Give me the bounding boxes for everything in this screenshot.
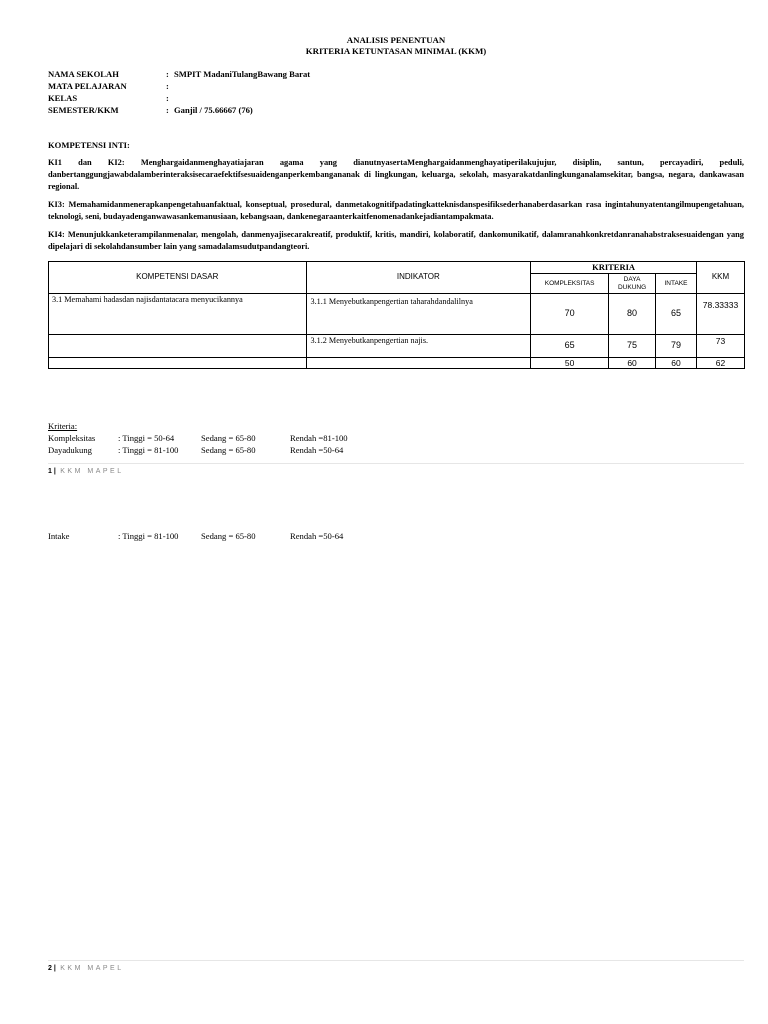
daya-dukung-cell: 75 (609, 335, 656, 358)
kriteria-name: Kompleksitas (48, 433, 96, 443)
header-kriteria: KRITERIA (531, 262, 697, 274)
info-label: SEMESTER/KKM (48, 105, 119, 115)
header-indikator: INDIKATOR (306, 262, 531, 294)
document-title: ANALISIS PENENTUAN (346, 35, 446, 45)
info-value: SMPIT MadaniTulangBawang Barat (174, 69, 311, 79)
indikator-cell: 3.1.2 Menyebutkanpengertian najis. (306, 335, 531, 358)
kriteria-tinggi: : Tinggi = 81-100 (118, 445, 179, 455)
footer-label: KKM MAPEL (60, 965, 124, 972)
indikator-cell-empty (306, 358, 531, 369)
footer-page-number: 2 | (48, 965, 56, 972)
kriteria-name: Dayadukung (48, 445, 92, 455)
kd-cell-empty (49, 335, 307, 358)
info-colon: : (166, 93, 169, 103)
indikator-cell: 3.1.1 Menyebutkanpengertian taharahdandalilnya (306, 294, 531, 335)
kriteria-tinggi: : Tinggi = 81-100 (118, 531, 179, 541)
kkm-cell: 73 (696, 335, 744, 358)
info-colon: : (166, 81, 169, 91)
table-row (49, 294, 745, 335)
table-row (49, 335, 745, 358)
header-kompetensi-dasar: KOMPETENSI DASAR (49, 262, 307, 294)
intake-cell: 79 (656, 335, 697, 358)
total-daya-dukung: 60 (609, 358, 656, 369)
info-label: NAMA SEKOLAH (48, 69, 119, 79)
kriteria-sedang: Sedang = 65-80 (201, 445, 256, 455)
kriteria-heading: Kriteria: (48, 421, 78, 431)
total-kompleksitas: 50 (531, 358, 609, 369)
kkm-table (48, 261, 745, 369)
info-colon: : (166, 69, 169, 79)
kd-cell-empty (49, 358, 307, 369)
header-kkm: KKM (696, 262, 744, 294)
total-intake: 60 (656, 358, 697, 369)
header-intake: INTAKE (656, 274, 697, 294)
kriteria-sedang: Sedang = 65-80 (201, 433, 256, 443)
ki4-paragraph: KI4: Menunjukkanketerampilanmenalar, mengolah, danmenyajisecarakreatif, produktif, kritis, mandiri, kolaboratif, dankomunikatif, dalamranahkonkretdanranahabstraksesuaidengan yang dipelajari di sekolahdansumber lain yang samadalamsudutpandangteori. (48, 230, 744, 251)
total-kkm: 62 (696, 358, 744, 369)
page-footer (48, 463, 744, 476)
document-subtitle: KRITERIA KETUNTASAN MINIMAL (KKM) (305, 46, 487, 56)
kriteria-tinggi: : Tinggi = 50-64 (118, 433, 175, 443)
ki1-ki2-paragraph: KI1 dan KI2: Menghargaidanmenghayatiajaran agama yang dianutnyasertaMenghargaidanmenghayatiperilakujujur, disiplin, santun, percayadiri, peduli, danbertanggungjawabdalamberinteraksisecaraefektifsesuaidenganperkembangananak di lingkungan, keluarga, sekolah, masyarakatdanlingkunganalamsekitar, bangsa, negara, dankawasan regional. (48, 158, 744, 191)
header-daya-dukung: DAYA DUKUNG (609, 274, 656, 294)
kriteria-sedang: Sedang = 65-80 (201, 531, 256, 541)
page-footer (48, 960, 744, 973)
footer-page-number: 1 | (48, 468, 56, 475)
daya-dukung-cell: 80 (609, 294, 656, 335)
info-label: KELAS (48, 93, 78, 103)
info-colon: : (166, 105, 169, 115)
ki3-paragraph: KI3: Memahamidanmenerapkanpengetahuanfaktual, konseptual, prosedural, danmetakognitifpadatingkatteknisdanspesifiksederhanaberdasarkan rasa ingintahunyatentangilmupengetahuan, teknologi, seni, budayadenganwawasankemanusiaan, kebangsaan, dankenegaraanterkaitfenomenadankejadiantampakmata. (48, 200, 744, 221)
kriteria-rendah: Rendah =50-64 (290, 531, 344, 541)
kkm-cell: 78.33333 (696, 294, 744, 335)
footer-label: KKM MAPEL (60, 468, 124, 475)
kriteria-rendah: Rendah =50-64 (290, 445, 344, 455)
header-kompleksitas: KOMPLEKSITAS (531, 274, 609, 294)
kd-cell: 3.1 Memahami hadasdan najisdantatacara menyucikannya (49, 294, 307, 335)
kompleksitas-cell: 70 (531, 294, 609, 335)
kompetensi-inti-heading: KOMPETENSI INTI: (48, 140, 130, 150)
kriteria-rendah: Rendah =81-100 (290, 433, 348, 443)
kriteria-name: Intake (48, 531, 70, 541)
intake-cell: 65 (656, 294, 697, 335)
info-label: MATA PELAJARAN (48, 81, 127, 91)
table-row-totals (49, 358, 745, 369)
info-value: Ganjil / 75.66667 (76) (174, 105, 253, 115)
kompleksitas-cell: 65 (531, 335, 609, 358)
